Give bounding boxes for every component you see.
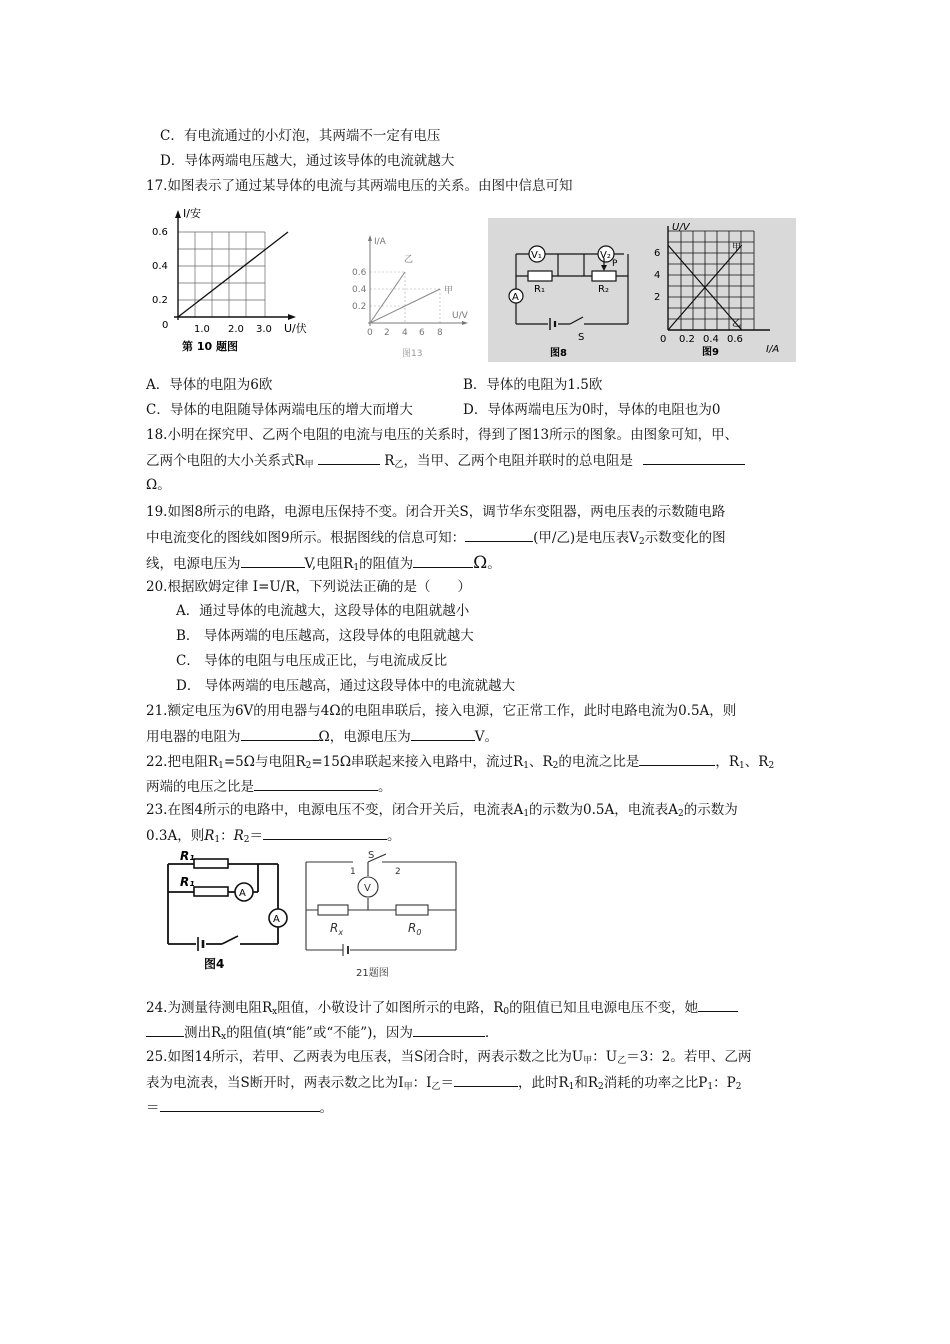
- fig13-ytick: 0.2: [352, 302, 367, 312]
- fig10-caption: 第 10 题图: [182, 340, 238, 353]
- fig4-resistor-r1-bottom: [194, 887, 228, 896]
- q25-line1: 25.如图14所示，若甲、乙两表为电压表，当S闭合时，两表示数之比为$U_甲$：$U_乙=3$：2。若甲、乙两: [146, 1049, 752, 1066]
- q24-blank-reason[interactable]: [413, 1022, 485, 1037]
- q18-line3: Ω。: [146, 477, 171, 493]
- fig13-xtick: 8: [437, 328, 443, 338]
- q24-blank-can-measure[interactable]: [698, 997, 738, 1012]
- q22-line1: 22.把电阻$R_1=5\Omega$与电阻$R_2=15\Omega$串联起来接入电路中，流过$R_1$、$R_2$的电流之比是 ，$R_1$、$R_2$: [146, 751, 774, 776]
- fig4-caption: 图4: [204, 957, 225, 971]
- q20-stem: 20.根据欧姆定律 I=U/R，下列说法正确的是（ ）: [146, 579, 471, 595]
- fig13-xtick: 2: [384, 328, 390, 338]
- fig13-guides: [370, 272, 440, 323]
- fig21-label-2: 2: [395, 867, 401, 877]
- q17-option-c: C．导体的电阻随导体两端电压的增大而增大: [146, 402, 413, 418]
- fig13-ylabel: I/A: [374, 237, 386, 247]
- fig21-label-1: 1: [350, 867, 356, 877]
- q16-option-d: D．导体两端电压越大，通过该导体的电流就越大: [160, 153, 455, 169]
- q20-option-d: D． 导体两端的电压越高，通过这段导体中的电流就越大: [176, 678, 516, 694]
- fig9-xlabel: I/A: [766, 344, 780, 355]
- fig13-series-label: 甲: [444, 286, 454, 296]
- fig21-resistor-rx: [318, 905, 348, 915]
- fig10-grid: [178, 232, 265, 317]
- q17-option-a: A．导体的电阻为6欧: [146, 377, 273, 393]
- fig9-series-label: 甲: [732, 243, 742, 253]
- q18-line2: 乙两个电阻的大小关系式$R_甲$ $R_乙$，当甲、乙两个电阻并联时的总电阻是: [146, 450, 745, 475]
- fig21-circuit: [298, 850, 468, 982]
- fig8-label-v1: V₁: [531, 250, 542, 261]
- q17-stem: 17.如图表示了通过某导体的电流与其两端电压的关系。由图中信息可知: [146, 178, 573, 194]
- q22-blank-voltage-ratio[interactable]: [254, 776, 378, 791]
- fig9-xtick: 0.2: [679, 334, 695, 345]
- fig13-series-label: 乙: [404, 255, 414, 265]
- fig8-label-r1: R₁: [534, 284, 545, 295]
- q24-blank-can-measure-cont[interactable]: [146, 1022, 184, 1037]
- fig9-ytick: 2: [654, 292, 661, 303]
- fig10-data-line: [178, 232, 288, 317]
- q20-option-b: B． 导体两端的电压越高，这段导体的电阻就越大: [176, 628, 474, 644]
- fig13-xtick: 0: [367, 328, 373, 338]
- fig10-ylabel: I/安: [183, 207, 201, 220]
- fig9-ylabel: U/V: [672, 222, 690, 233]
- q17-option-d: D．导体两端电压为0时，导体的电阻也为0: [463, 402, 721, 418]
- q22-line2: 两端的电压之比是 。: [146, 776, 392, 797]
- q19-line3: 线，电源电压为 V,电阻$R_1$的阻值为 Ω。: [146, 553, 501, 573]
- fig21-resistor-r0: [396, 905, 428, 915]
- fig4-label-a2: A: [273, 914, 280, 925]
- q19-blank-r1[interactable]: [413, 553, 473, 568]
- fig10-ytick: 0.2: [152, 295, 168, 306]
- q17-option-b: B．导体的电阻为1.5欧: [463, 377, 603, 393]
- fig4-label-a1: A: [239, 888, 246, 899]
- fig8-label-a: A: [512, 292, 519, 303]
- q19-line2: 中电流变化的图线如图9所示。根据图线的信息可知： (甲/乙)是电压表$V_2$示数变化的图: [146, 527, 726, 552]
- fig8-label-r2: R₂: [598, 284, 609, 295]
- fig8-label-s: S: [578, 332, 585, 343]
- fig21-label-rx: $R_x$: [330, 921, 344, 937]
- fig4-circuit: [160, 848, 300, 976]
- fig13-caption: 图13: [402, 349, 423, 359]
- q24-line1: 24.为测量待测电阻$R_x$阻值，小敬设计了如图所示的电路，$R_0$的阻值已知且电源电压不变，她: [146, 997, 738, 1022]
- fig9-xtick: 0.4: [703, 334, 719, 345]
- fig10-ytick: 0.4: [152, 261, 168, 272]
- q21-line2: 用电器的电阻为 Ω，电源电压为 V。: [146, 726, 498, 747]
- fig8-label-p: P: [612, 259, 618, 269]
- fig9-series-label: 乙: [732, 319, 742, 329]
- fig8-resistor-r1: [528, 271, 552, 281]
- q19-blank-voltage[interactable]: [241, 553, 305, 568]
- fig8-label-v2: V₂: [600, 250, 611, 261]
- q18-blank-relation[interactable]: [318, 450, 380, 465]
- fig10-ytick: 0.6: [152, 227, 168, 238]
- fig21-label-s: S: [368, 850, 375, 861]
- q22-blank-current-ratio[interactable]: [639, 751, 715, 766]
- fig10-xtick: 1.0: [194, 324, 210, 335]
- q21-blank-voltage[interactable]: [411, 726, 475, 741]
- q23-line2: 0.3A，则$R_1$：$R_2=$ 。: [146, 825, 401, 850]
- q23-line1: 23.在图4所示的电路中，电源电压不变，闭合开关后，电流表$A_1$的示数为0.5A，电流表$A_2$的示数为: [146, 802, 738, 819]
- fig9-chart: [654, 222, 779, 358]
- fig13-series-yi: [370, 272, 405, 323]
- q24-line2: 测出$R_x$的阻值(填“能”或“不能”)，因为 .: [146, 1022, 489, 1047]
- fig4-label-r1: R₁: [180, 875, 195, 889]
- fig10-xlabel: U/伏: [284, 322, 307, 335]
- fig13-xtick: 6: [419, 328, 425, 338]
- fig10-xtick: 2.0: [228, 324, 244, 335]
- q18-blank-total-resistance[interactable]: [643, 450, 745, 465]
- fig21-caption: 21题图: [356, 968, 389, 979]
- q25-line3: ＝ 。: [146, 1097, 333, 1118]
- q25-line2: 表为电流表，当S断开时，两表示数之比为$I_甲$：$I_乙=$ ，此时$R_1$和$R_2$消耗的功率之比$P_1$：$P_2$: [146, 1072, 741, 1097]
- fig8-resistor-r2: [592, 271, 616, 281]
- fig21-label-r0: $R_0$: [408, 921, 422, 937]
- fig10-ytick: 0: [162, 320, 169, 331]
- fig21-label-v: V: [364, 883, 371, 894]
- fig8-circuit: [488, 218, 796, 362]
- fig13-xtick: 4: [402, 328, 408, 338]
- q19-line1: 19.如图8所示的电路，电源电压保持不变。闭合开关S，调节华东变阻器，两电压表的示数随电路: [146, 504, 726, 520]
- fig9-ytick: 4: [654, 270, 661, 281]
- q25-blank-current-ratio[interactable]: [454, 1072, 518, 1087]
- fig4-label-r1: R₁: [180, 849, 195, 863]
- fig8-fig9-panel: [488, 218, 796, 362]
- q19-blank-jia-yi[interactable]: [465, 527, 533, 542]
- q21-line1: 21.额定电压为6V的用电器与4Ω的电阻串联后，接入电源，它正常工作，此时电路电流为0.5A，则: [146, 703, 737, 719]
- fig13-ytick: 0.4: [352, 285, 367, 295]
- fig9-caption: 图9: [702, 347, 719, 358]
- q20-option-a: A．通过导体的电流越大，这段导体的电阻就越小: [176, 603, 470, 619]
- fig9-xtick: 0: [660, 334, 667, 345]
- q16-option-c: C．有电流通过的小灯泡，其两端不一定有电压: [160, 128, 441, 144]
- fig4-resistor-r1-top: [194, 859, 228, 868]
- q20-option-c: C． 导体的电阻与电压成正比，与电流成反比: [176, 653, 448, 669]
- fig10-chart: [150, 202, 320, 362]
- q23-blank-ratio[interactable]: [263, 825, 387, 840]
- fig10-xtick: 3.0: [256, 324, 272, 335]
- fig13-xlabel: U/V: [452, 311, 468, 321]
- fig13-chart: [340, 222, 480, 362]
- fig13-ytick: 0.6: [352, 268, 367, 278]
- q25-blank-power-ratio[interactable]: [160, 1097, 320, 1112]
- fig8-caption: 图8: [550, 348, 567, 359]
- q18-line1: 18.小明在探究甲、乙两个电阻的电流与电压的关系时，得到了图13所示的图象。由图象可知，甲、: [146, 427, 739, 443]
- fig9-xtick: 0.6: [727, 334, 743, 345]
- q21-blank-resistance[interactable]: [241, 726, 319, 741]
- fig9-ytick: 6: [654, 248, 661, 259]
